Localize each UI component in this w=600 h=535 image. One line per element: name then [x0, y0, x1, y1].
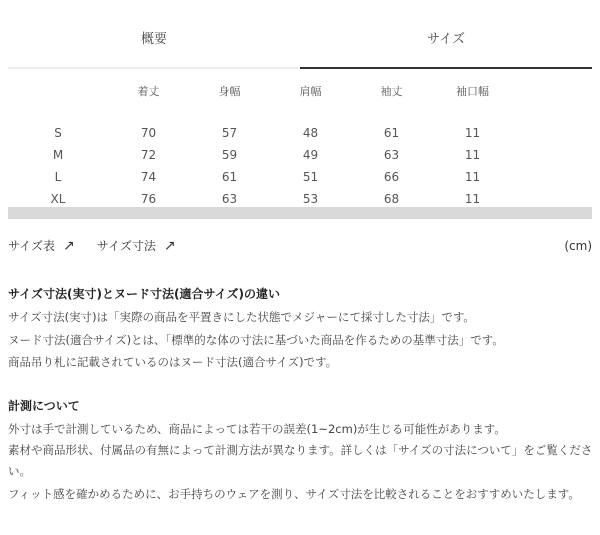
table-cell: 57: [221, 126, 238, 140]
arrow-up-right-icon: ↗: [63, 237, 75, 254]
table-cell: 49: [302, 148, 319, 162]
size-label: XL: [50, 192, 66, 206]
table-cell: 59: [221, 148, 238, 162]
header-cell: 袖口幅: [456, 85, 489, 98]
size-table: [8, 80, 592, 210]
table-cell: 74: [140, 170, 157, 184]
table-cell: 48: [302, 126, 319, 140]
table-cell: 51: [302, 170, 319, 184]
tab-bar: [8, 0, 592, 69]
unit-label: (cm): [564, 238, 592, 253]
arrow-up-right-icon: ↗: [163, 237, 176, 254]
header-cell: 身幅: [218, 85, 241, 98]
table-cell: 11: [464, 126, 481, 140]
size-notes: [8, 284, 598, 507]
size-label: M: [52, 148, 64, 162]
header-cell: 着丈: [137, 85, 160, 98]
table-cell: 11: [464, 170, 481, 184]
size-measurement-link[interactable]: [97, 237, 176, 254]
note-line: ヌード寸法(適合サイズ)とは、「標準的な体の寸法に基づいた商品を作るための基準寸法」です。: [8, 332, 504, 347]
note-line: フィット感を確かめるために、お手持ちのウェアを測り、サイズ寸法を比較されることをおすすめいたします。: [8, 487, 580, 501]
size-links: [8, 237, 592, 254]
note-line: サイズ寸法(実寸)は「実際の商品を平置きにした状態でメジャーにて採寸した寸法」です。: [8, 310, 475, 324]
note-line: 素材や商品形状、付属品の有無によって計測方法が異なります。詳しくは「サイズの寸法について」をご覧ください。: [8, 443, 593, 478]
table-row: [8, 166, 592, 188]
table-cell: 11: [464, 192, 481, 206]
table-cell: 68: [383, 192, 400, 206]
link-label: サイズ寸法: [96, 239, 156, 253]
link-label: サイズ表: [8, 239, 56, 253]
table-cell: 61: [221, 170, 238, 184]
note-line: 商品吊り札に記載されているのはヌード寸法(適合サイズ)です。: [8, 355, 338, 369]
size-label: S: [54, 126, 62, 140]
table-cell: 66: [383, 170, 400, 184]
tab-size[interactable]: サイズ: [300, 0, 592, 69]
table-cell: 63: [383, 148, 400, 162]
table-row: [8, 144, 592, 166]
tab-overview[interactable]: 概要: [8, 0, 300, 69]
table-row: [8, 122, 592, 144]
table-cell: 53: [302, 192, 319, 206]
table-cell: 11: [464, 148, 481, 162]
section-title: 計測について: [8, 398, 80, 413]
header-cell: 袖丈: [380, 85, 403, 98]
table-cell: 70: [140, 126, 157, 140]
horizontal-scrollbar[interactable]: [8, 207, 592, 219]
table-cell: 63: [221, 192, 238, 206]
size-chart-link[interactable]: [8, 237, 75, 254]
table-cell: 76: [140, 192, 157, 206]
table-cell: 72: [140, 148, 157, 162]
table-cell: 61: [383, 126, 400, 140]
size-label: L: [54, 170, 62, 184]
header-cell: 肩幅: [299, 85, 322, 98]
note-line: 外寸は手で計測しているため、商品によっては若干の誤差(1~2cm)が生じる可能性があります。: [8, 421, 506, 436]
section-title: サイズ寸法(実寸)とヌード寸法(適合サイズ)の違い: [8, 287, 281, 301]
table-header-row: [8, 80, 592, 102]
